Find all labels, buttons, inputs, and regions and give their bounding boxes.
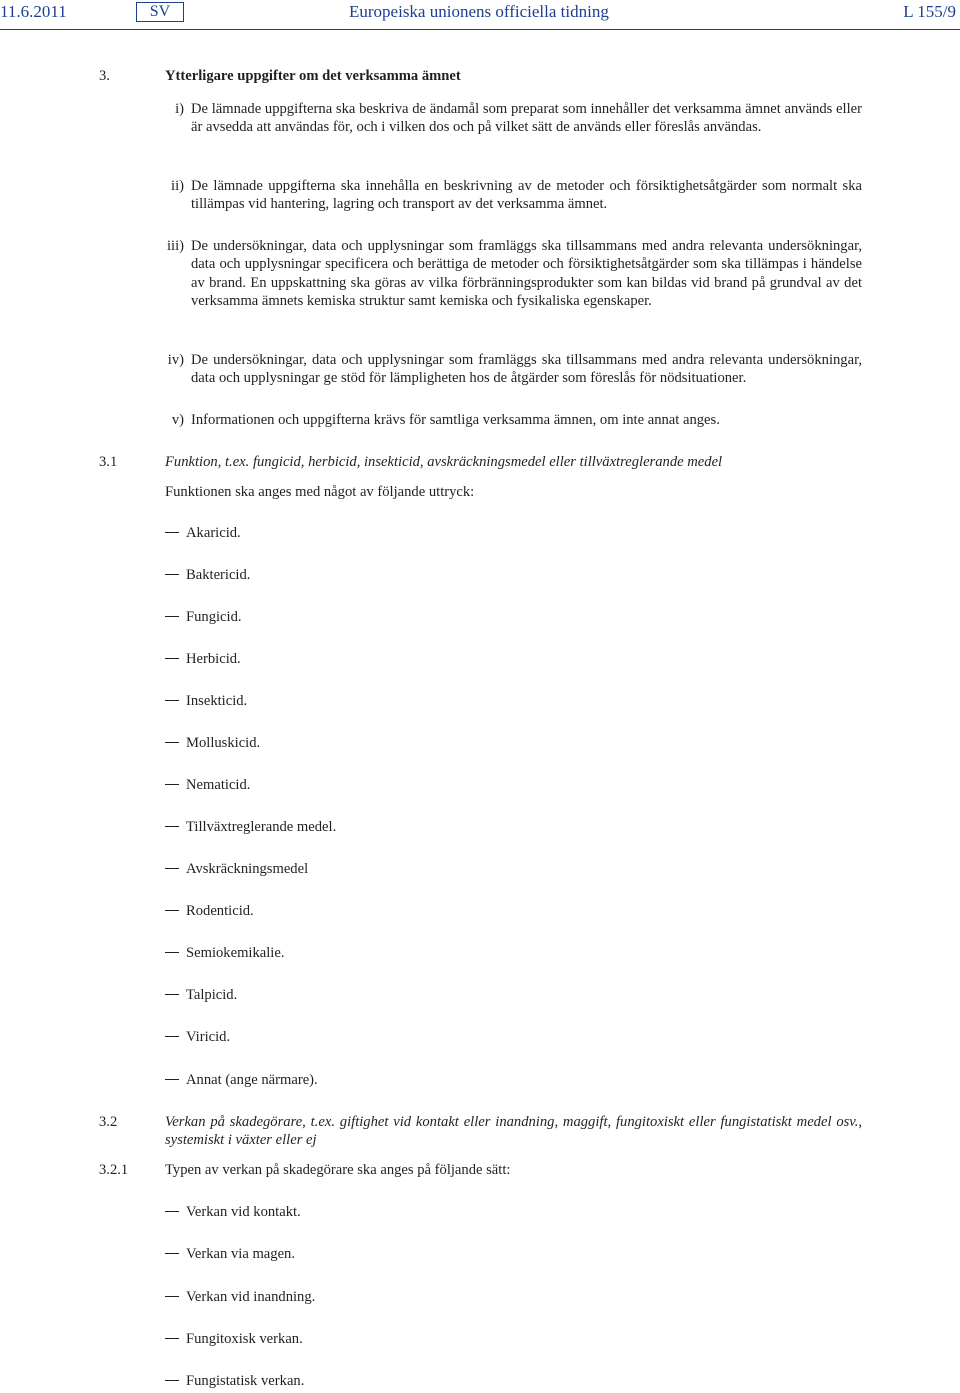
list-item-text: Fungitoxisk verkan. xyxy=(186,1331,303,1347)
list-item-text: Annat (ange närmare). xyxy=(186,1072,318,1088)
list-item xyxy=(165,818,336,836)
dash-bullet xyxy=(165,910,179,911)
list-item xyxy=(165,566,250,584)
list-item xyxy=(165,650,241,668)
subsection-number: 3.2 xyxy=(99,1114,118,1130)
dash-bullet xyxy=(165,1211,179,1212)
list-item-text: Avskräckningsmedel xyxy=(186,861,309,877)
item-text: De lämnade uppgifterna ska beskriva de ändamål som preparat som innehåller det verksamma ämnet används eller är avsedda att användas för, och i vilken dos och på vilket sätt de används eller föreslås användas. xyxy=(191,101,862,136)
list-item xyxy=(165,608,242,626)
dash-bullet xyxy=(165,826,179,827)
item-text: De lämnade uppgifterna ska innehålla en beskrivning av de metoder och försiktighetsåtgärder som normalt ska tillämpas vid hantering, lagring och transport av det verksamma ämnet. xyxy=(191,178,862,213)
list-item xyxy=(165,524,241,542)
dash-bullet xyxy=(165,700,179,701)
section-number: 3. xyxy=(99,68,110,84)
dash-bullet xyxy=(165,658,179,659)
item-text: De undersökningar, data och upplysningar som framläggs ska tillsammans med andra relevanta undersökningar, data och upplysningar specificera och berättiga de metoder och försiktighetsåtgärder som ska tillämpas i händelse av brand. En uppskattning ska göras av vilka förbränningsprodukter som kan bildas vid brand på grundval av det verksamma ämnets kemiska struktur samt kemiska och fysikaliska egenskaper. xyxy=(191,238,862,310)
item-number: ii) xyxy=(171,178,184,194)
dash-bullet xyxy=(165,1253,179,1254)
list-item-text: Semiokemikalie. xyxy=(186,945,285,961)
list-item xyxy=(165,1071,318,1089)
item-text: De undersökningar, data och upplysningar som framläggs ska tillsammans med andra relevanta undersökningar, data och upplysningar ge stöd för lämpligheten hos de åtgärder som föreslås för nödsituationer. xyxy=(191,352,862,387)
list-item-text: Nematicid. xyxy=(186,777,251,793)
item-number: iii) xyxy=(166,238,184,254)
dash-bullet xyxy=(165,868,179,869)
item-number: iv) xyxy=(167,352,184,368)
list-item-text: Verkan via magen. xyxy=(186,1246,296,1262)
page-reference: L 155/9 xyxy=(903,2,956,21)
item-text: Informationen och uppgifterna krävs för samtliga verksamma ämnen, om inte annat anges. xyxy=(191,412,720,428)
list-item-text: Fungicid. xyxy=(186,609,242,625)
list-item xyxy=(165,944,285,962)
subsection-intro: Funktionen ska anges med något av följande uttryck: xyxy=(165,484,475,500)
dash-bullet xyxy=(165,742,179,743)
journal-title: Europeiska unionens officiella tidning xyxy=(349,2,609,21)
dash-bullet xyxy=(165,616,179,617)
list-item-text: Molluskicid. xyxy=(186,735,261,751)
list-item-text: Insekticid. xyxy=(186,693,248,709)
list-item xyxy=(165,1028,230,1046)
list-item-text: Baktericid. xyxy=(186,567,251,583)
list-item-text: Fungistatisk verkan. xyxy=(186,1373,305,1389)
dash-bullet xyxy=(165,532,179,533)
list-item xyxy=(165,692,247,710)
list-item-text: Akaricid. xyxy=(186,525,241,541)
subsection-title: Verkan på skadegörare, t.ex. giftighet vid kontakt eller inandning, maggift, fungitoxiskt eller fungistatiskt medel osv., systemiskt i växter eller ej xyxy=(165,1114,862,1149)
list-item-text: Tillväxtreglerande medel. xyxy=(186,819,337,835)
section-title: Ytterligare uppgifter om det verksamma ämnet xyxy=(165,68,461,84)
language-badge: SV xyxy=(136,2,184,22)
list-item-text: Talpicid. xyxy=(186,987,238,1003)
header-date: 11.6.2011 xyxy=(0,2,67,21)
list-item-text: Verkan vid kontakt. xyxy=(186,1204,301,1220)
subsection-title: Funktion, t.ex. fungicid, herbicid, insekticid, avskräckningsmedel eller tillväxtreglerande medel xyxy=(165,454,723,470)
dash-bullet xyxy=(165,952,179,953)
list-item xyxy=(165,1288,315,1306)
list-item xyxy=(165,860,308,878)
list-item xyxy=(165,1372,304,1390)
page-header xyxy=(0,3,960,25)
header-rule xyxy=(0,29,960,30)
list-item-text: Verkan vid inandning. xyxy=(186,1289,316,1305)
subsection-number: 3.1 xyxy=(99,454,118,470)
dash-bullet xyxy=(165,994,179,995)
list-item-text: Viricid. xyxy=(186,1029,231,1045)
list-item xyxy=(165,986,237,1004)
list-item xyxy=(165,734,260,752)
subsection-number: 3.2.1 xyxy=(99,1162,129,1178)
list-item-text: Herbicid. xyxy=(186,651,241,667)
item-number: i) xyxy=(175,101,184,117)
list-item xyxy=(165,1330,303,1348)
subsection-intro: Typen av verkan på skadegörare ska anges på följande sätt: xyxy=(165,1162,511,1178)
list-item xyxy=(165,1245,295,1263)
dash-bullet xyxy=(165,784,179,785)
dash-bullet xyxy=(165,1296,179,1297)
item-number: v) xyxy=(171,412,184,428)
dash-bullet xyxy=(165,1036,179,1037)
list-item xyxy=(165,1203,301,1221)
list-item xyxy=(165,902,254,920)
dash-bullet xyxy=(165,574,179,575)
dash-bullet xyxy=(165,1079,179,1080)
list-item xyxy=(165,776,250,794)
dash-bullet xyxy=(165,1380,179,1381)
list-item-text: Rodenticid. xyxy=(186,903,254,919)
dash-bullet xyxy=(165,1338,179,1339)
